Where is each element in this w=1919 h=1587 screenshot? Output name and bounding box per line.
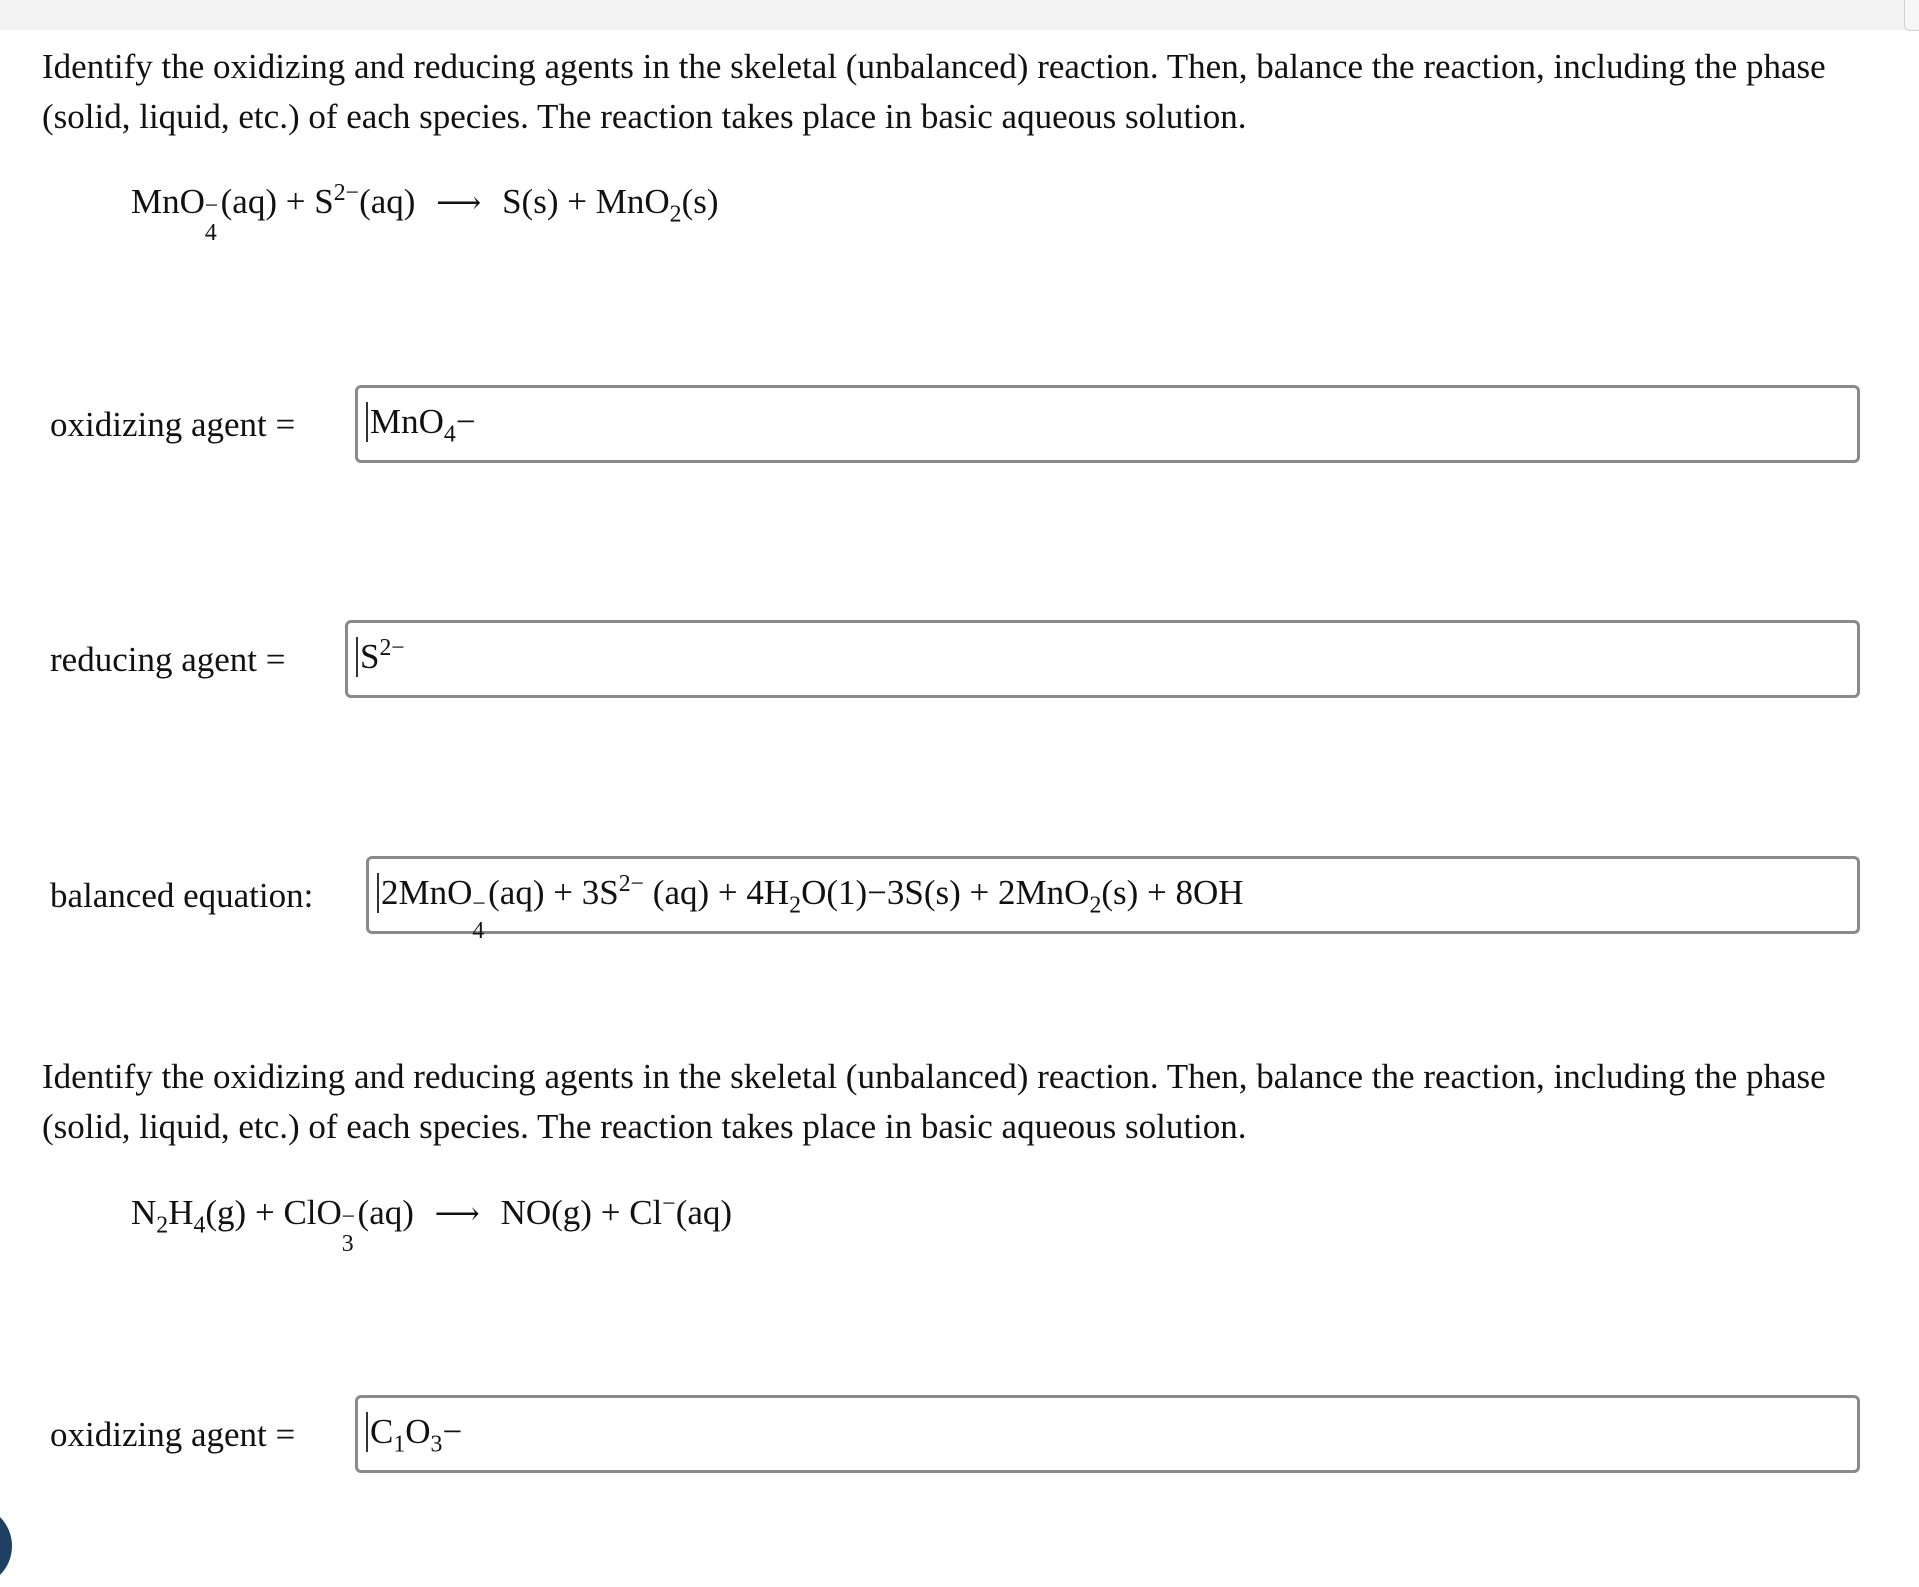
reducing-agent-label: reducing agent = — [50, 640, 286, 679]
problem1-prompt: Identify the oxidizing and reducing agents in the skeletal (unbalanced) reaction. Then, balance the reaction, including the phase (solid, liquid, etc.) of each species. The reaction takes place in basic aqueous solution. — [42, 47, 1826, 136]
oxidizing-agent-value-2: $C_1O_3-$ — [366, 1412, 462, 1452]
browser-top-bar — [0, 0, 1919, 30]
reactant-permanganate: MnO − 4 (aq) — [131, 182, 278, 247]
product-manganese-dioxide: MnO$_2$(s) — [595, 182, 719, 228]
problem2-prompt: Identify the oxidizing and reducing agents in the skeletal (unbalanced) reaction. Then, balance the reaction, including the phase (solid, liquid, etc.) of each species. The reaction takes place in basic aqueous solution. — [42, 1057, 1826, 1146]
reducing-agent-value: $S^{2-}$ — [356, 637, 405, 677]
problem1-skeletal-equation: MnO − 4 $(aq) + S^{2-}(aq)$ ⟶ S(s) + MnO$_2$(s) — [131, 179, 719, 247]
reducing-agent-input[interactable] — [345, 620, 1860, 698]
oxidizing-agent-value: MnO$_4$− — [366, 402, 476, 442]
reaction-arrow: ⟶ — [434, 1196, 480, 1231]
help-button[interactable] — [0, 1505, 12, 1587]
reactant-hydrazine: $N_2H_4(g)$ — [131, 1193, 247, 1239]
product-sulfur: S(s) — [502, 182, 559, 221]
oxidizing-agent-label: oxidizing agent = — [50, 405, 296, 444]
reactant-sulfide: $S^{2-}(aq)$ — [314, 179, 416, 221]
balanced-equation-label: balanced equation: — [50, 876, 314, 915]
reaction-arrow: ⟶ — [436, 185, 482, 220]
oxidizing-agent-label-2: oxidizing agent = — [50, 1415, 296, 1454]
balanced-equation-input[interactable] — [366, 856, 1860, 945]
problem2-skeletal-equation: $N_2H_4(g)$ + ClO − 3 (aq) ⟶ NO(g) + Cl−(aq) — [131, 1190, 733, 1258]
product-nitric-oxide: NO(g) — [500, 1193, 592, 1232]
oxidizing-agent-input[interactable] — [355, 385, 1860, 463]
product-chloride: Cl−(aq) — [629, 1190, 733, 1232]
oxidizing-agent-input-2[interactable] — [355, 1395, 1860, 1473]
reactant-chlorate: ClO − 3 (aq) — [283, 1193, 414, 1258]
scrollbar-corner[interactable] — [1904, 0, 1919, 31]
balanced-equation-value: 2MnO − 4 $(aq) + 3S^{2-}$ $(aq) + 4H_2O(1)-3S(s) + 2MnO_2(s) + 8OH$ — [377, 873, 1244, 913]
